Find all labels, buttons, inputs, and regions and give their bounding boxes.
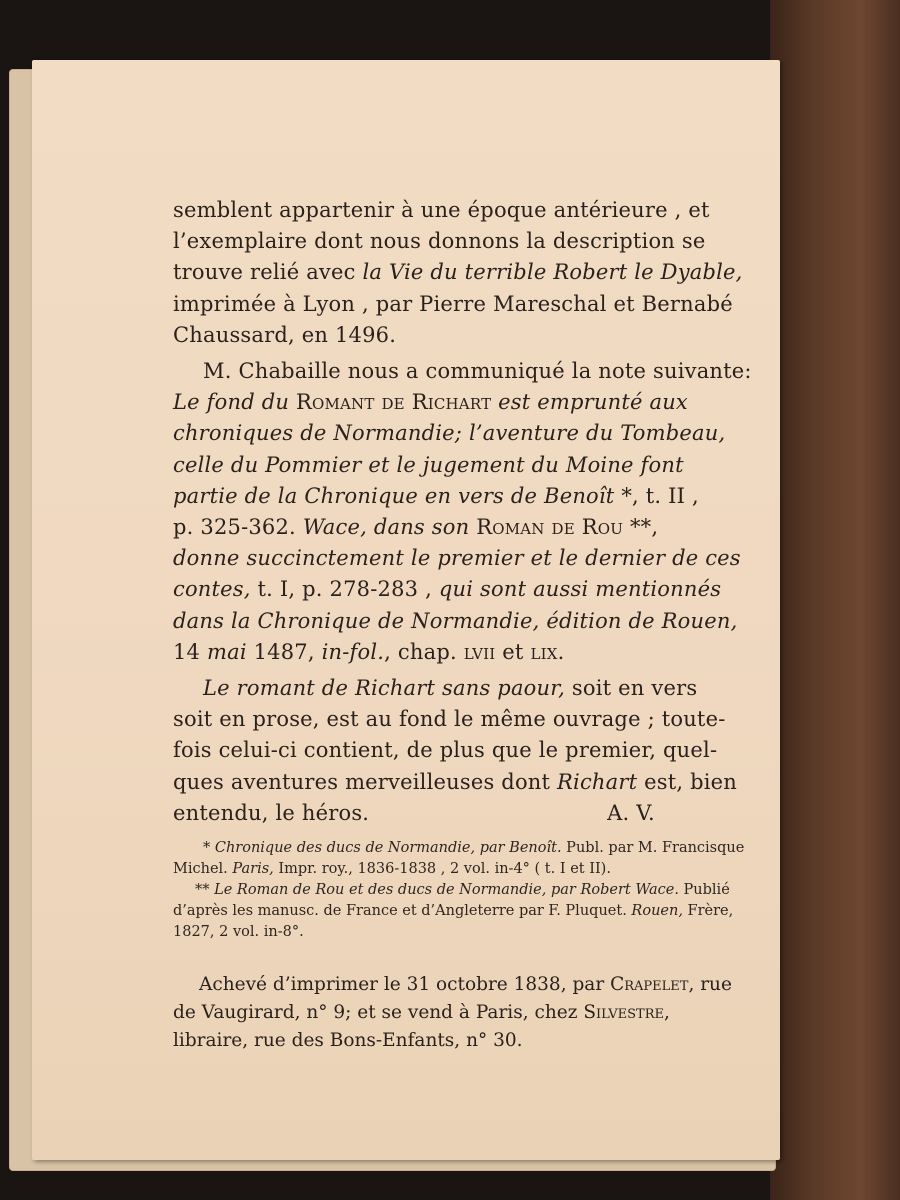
text-span: Michel.: [173, 861, 233, 878]
text-span: t. I, p. 278-283 ,: [250, 577, 439, 602]
text-line: l’exemplaire dont nous donnons la description se: [173, 229, 706, 254]
text-span: Rouen,: [631, 903, 683, 920]
text-span: 14: [173, 639, 207, 664]
text-line: Chaussard, en 1496.: [173, 322, 397, 347]
text-line: [173, 512, 723, 543]
text-line: [173, 637, 723, 668]
text-span: , rue: [688, 974, 732, 996]
text-line: [173, 767, 738, 798]
text-line: [173, 673, 723, 704]
footnotes: [173, 838, 745, 943]
text-span: entendu, le héros.: [173, 800, 370, 825]
text-span: mai: [207, 639, 247, 664]
footnote-1: [173, 838, 745, 859]
text-span: *: [203, 840, 215, 857]
footnote-1-cont: [173, 859, 723, 880]
text-span: qui sont aussi mentionnés: [438, 577, 722, 602]
text-span: Chronique des ducs de Normandie, par Benoît.: [214, 840, 562, 857]
text-span: p. 325-362.: [173, 515, 303, 540]
text-span: **: [195, 882, 215, 899]
text-line: celle du Pommier et le jugement du Moine font: [173, 452, 684, 477]
book-title: Roman de Rou: [476, 515, 624, 540]
text-span: Richart: [557, 769, 638, 794]
text-span: et: [495, 639, 531, 664]
text-span: *, t. II ,: [614, 483, 699, 508]
text-span: Achevé d’imprimer le 31 octobre 1838, par: [199, 974, 611, 996]
text-span: in-fol.: [321, 639, 385, 664]
publisher-name: Silvestre: [583, 1002, 664, 1024]
text-line: [173, 798, 723, 829]
text-line: dans la Chronique de Normandie, édition de Rouen,: [173, 608, 738, 633]
text-span: .: [557, 639, 565, 664]
author-signature: A. V.: [607, 800, 655, 825]
text-line: [173, 574, 723, 605]
text-line: imprimée à Lyon , par Pierre Mareschal et Bernabé: [173, 291, 733, 316]
text-span: soit en vers: [565, 676, 698, 701]
text-span: **,: [623, 515, 659, 540]
text-line: M. Chabaille nous a communiqué la note suivante:: [203, 359, 752, 384]
text-span: est emprunté aux: [491, 390, 688, 415]
text-span: Le fond du: [173, 390, 296, 415]
text-span: partie de la Chronique en vers de Benoît: [173, 483, 615, 508]
text-span: Impr. roy., 1836-1838 , 2 vol. in-4° ( t. I et II).: [273, 861, 611, 878]
text-line: donne succinctement le premier et le dernier de ces: [173, 546, 741, 571]
text-span: Frère,: [682, 903, 734, 920]
book-title: Le romant de Richart sans paour,: [203, 676, 566, 701]
chapter-number: lix: [530, 639, 558, 664]
text-line: chroniques de Normandie; l’aventure du Tombeau,: [173, 421, 726, 446]
text-line: [173, 971, 732, 999]
text-line: libraire, rue des Bons-Enfants, n° 30.: [173, 1030, 523, 1052]
paragraph-2: [173, 356, 752, 668]
footnote-2: [173, 880, 730, 901]
text-span: , chap.: [384, 639, 464, 664]
printer-name: Crapelet: [610, 974, 689, 996]
text-span: de Vaugirard, n° 9; et se vend à Paris, chez: [173, 1002, 584, 1024]
paragraph-3: [173, 673, 738, 829]
footnote-2-cont: [173, 901, 734, 922]
text-span: trouve relié avec: [173, 260, 363, 285]
text-line: soit en prose, est au fond le même ouvrage ; toute-: [173, 707, 726, 732]
book-title: Romant de Richart: [295, 390, 492, 415]
book-cover-edge: [770, 0, 900, 1200]
text-line: [173, 481, 723, 512]
text-span: 1487,: [246, 639, 322, 664]
text-span: Wace, dans son: [302, 515, 477, 540]
text-line: [173, 257, 743, 288]
text-line: fois celui-ci contient, de plus que le premier, quel-: [173, 738, 718, 763]
text-span: ques aventures merveilleuses dont: [173, 769, 558, 794]
text-line: [173, 999, 723, 1027]
text-span: d’après les manusc. de France et d’Angleterre par F. Pluquet.: [173, 903, 632, 920]
text-span: Le Roman de Rou et des ducs de Normandie, par Robert Wace.: [214, 882, 679, 899]
text-span: contes,: [173, 577, 251, 602]
text-line: [173, 387, 723, 418]
text-span: ,: [663, 1002, 670, 1024]
chapter-number: lvii: [463, 639, 496, 664]
text-span: Publié: [678, 882, 730, 899]
paragraph-1: [173, 195, 743, 351]
text-span: Publ. par M. Francisque: [561, 840, 745, 857]
book-title: la Vie du terrible Robert le Dyable,: [362, 260, 743, 285]
text-span: est, bien: [637, 769, 738, 794]
text-span: Paris,: [232, 861, 274, 878]
footnote-2-cont: 1827, 2 vol. in-8°.: [173, 924, 304, 941]
page-text: [173, 195, 752, 1055]
text-line: semblent appartenir à une époque antérieure , et: [173, 198, 710, 222]
colophon: [173, 971, 732, 1055]
